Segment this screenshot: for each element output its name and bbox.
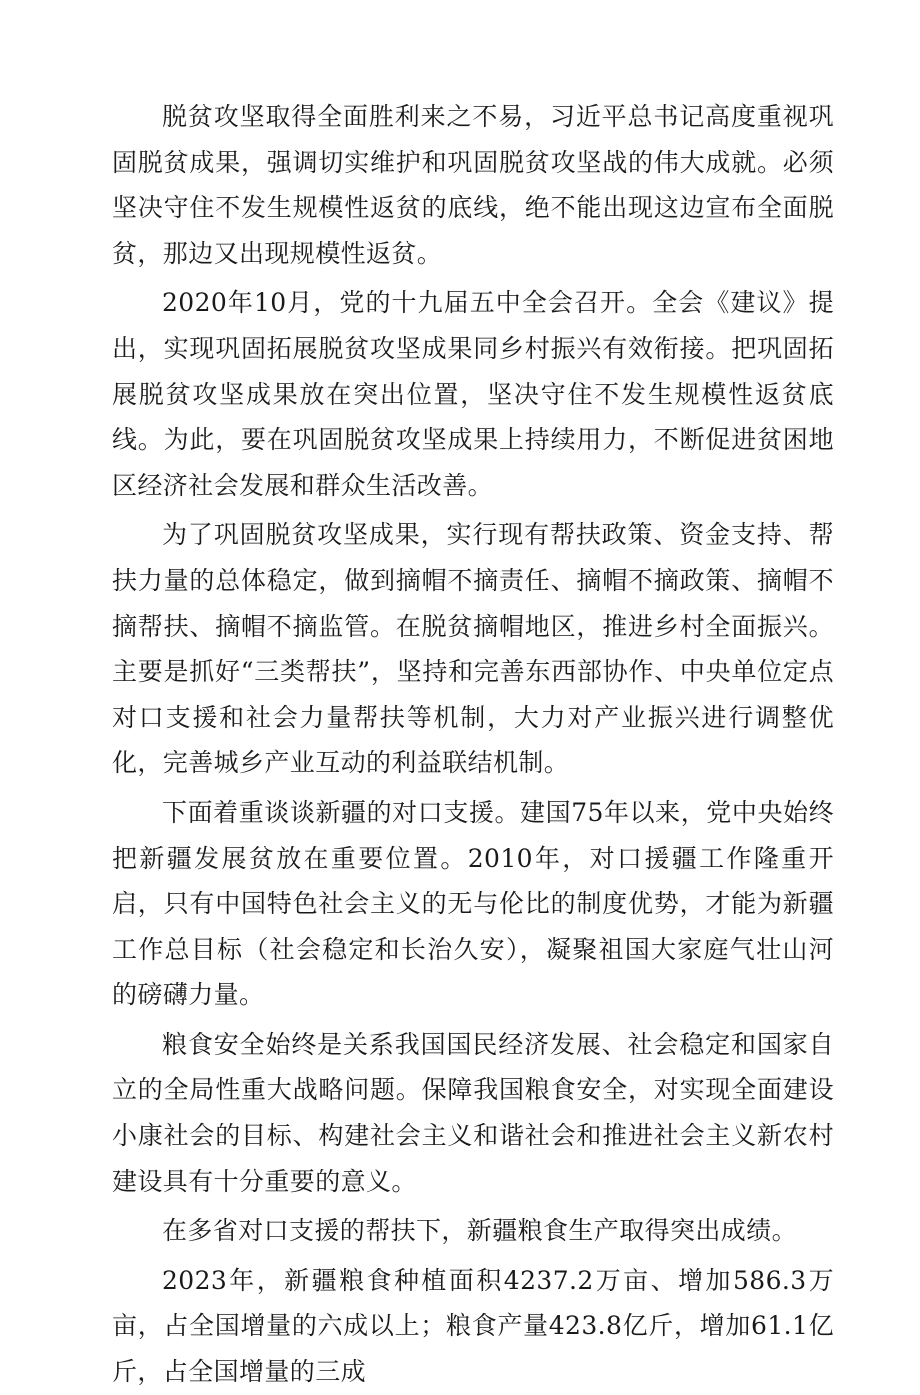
paragraph-4: 下面着重谈谈新疆的对口支援。建国75年以来，党中央始终把新疆发展贫放在重要位置。2010年，对口援疆工作隆重开启，只有中国特色社会主义的无与伦比的制度优势，才能为新疆工作总目标（社会稳定和长治久安），凝聚祖国大家庭气壮山河的磅礴力量。 — [112, 797, 834, 1010]
paragraph-7: 2023年，新疆粮食种植面积4237.2万亩、增加586.3万亩，占全国增量的六成以上；粮食产量423.8亿斤，增加61.1亿斤，占全国增量的三成 — [112, 1265, 834, 1387]
paragraph-6: 在多省对口支援的帮扶下，新疆粮食生产取得突出成绩。 — [162, 1216, 798, 1246]
paragraph-2: 2020年10月，党的十九届五中全会召开。全会《建议》提出，实现巩固拓展脱贫攻坚成果同乡村振兴有效衔接。把巩固拓展脱贫攻坚成果放在突出位置，坚决守住不发生规模性返贫底线。为此，要在巩固脱贫攻坚成果上持续用力，不断促进贫困地区经济社会发展和群众生活改善。 — [112, 288, 834, 500]
paragraph-5: 粮食安全始终是关系我国国民经济发展、社会稳定和国家自立的全局性重大战略问题。保障我国粮食安全，对实现全面建设小康社会的目标、构建社会主义和谐社会和推进社会主义新农村建设具有十分重要的意义。 — [112, 1029, 834, 1196]
paragraph-3: 为了巩固脱贫攻坚成果，实行现有帮扶政策、资金支持、帮扶力量的总体稳定，做到摘帽不摘责任、摘帽不摘政策、摘帽不摘帮扶、摘帽不摘监管。在脱贫摘帽地区，推进乡村全面振兴。主要是抓好“三类帮扶”，坚持和完善东西部协作、中央单位定点对口支援和社会力量帮扶等机制，大力对产业振兴进行调整优化，完善城乡产业互动的利益联结机制。 — [112, 520, 834, 778]
paragraph-1: 脱贫攻坚取得全面胜利来之不易，习近平总书记高度重视巩固脱贫成果，强调切实维护和巩固脱贫攻坚战的伟大成就。必须坚决守住不发生规模性返贫的底线，绝不能出现这边宣布全面脱贫，那边又出现规模性返贫。 — [112, 102, 834, 268]
